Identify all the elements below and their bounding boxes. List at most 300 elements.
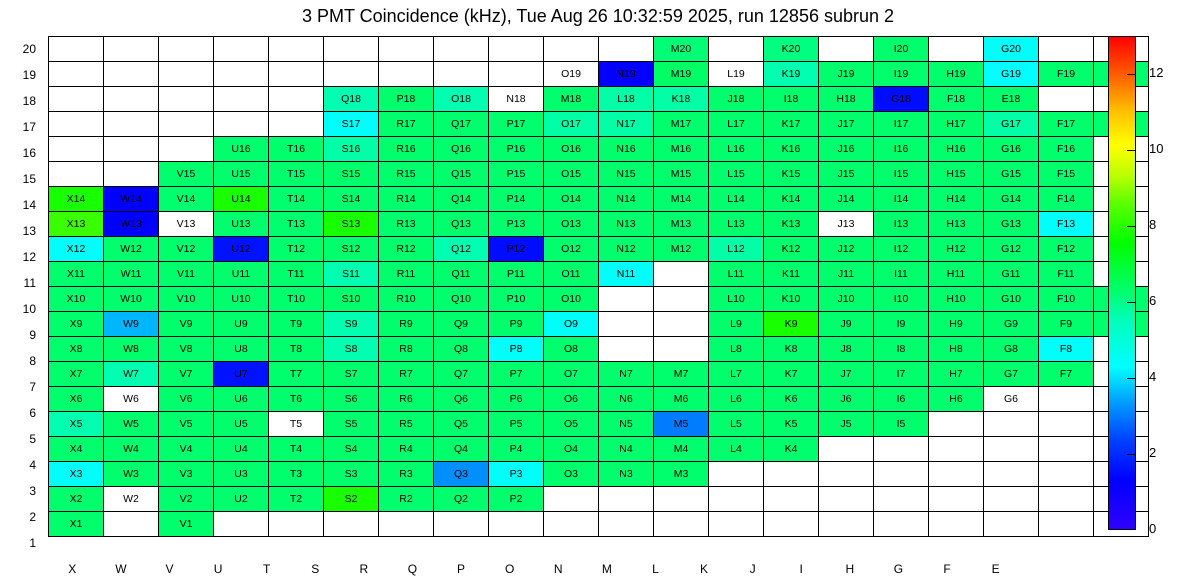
heatmap-cell[interactable] xyxy=(214,87,269,112)
heatmap-cell[interactable]: N11 xyxy=(599,262,654,287)
heatmap-cell[interactable]: I18 xyxy=(764,87,819,112)
heatmap-cell[interactable]: I7 xyxy=(874,362,929,387)
heatmap-cell[interactable] xyxy=(379,37,434,62)
heatmap-cell[interactable] xyxy=(49,162,104,187)
heatmap-cell[interactable]: K17 xyxy=(764,112,819,137)
heatmap-cell[interactable]: G11 xyxy=(984,262,1039,287)
heatmap-cell[interactable]: L8 xyxy=(709,337,764,362)
heatmap-cell[interactable]: X3 xyxy=(49,462,104,487)
heatmap-cell[interactable]: P7 xyxy=(489,362,544,387)
heatmap-cell[interactable] xyxy=(324,37,379,62)
heatmap-cell[interactable]: T5 xyxy=(269,412,324,437)
heatmap-cell[interactable]: I6 xyxy=(874,387,929,412)
heatmap-cell[interactable] xyxy=(269,62,324,87)
heatmap-cell[interactable]: S15 xyxy=(324,162,379,187)
heatmap-cell[interactable]: K19 xyxy=(764,62,819,87)
heatmap-cell[interactable]: I8 xyxy=(874,337,929,362)
heatmap-cell[interactable]: M4 xyxy=(654,437,709,462)
heatmap-cell[interactable]: O3 xyxy=(544,462,599,487)
heatmap-cell[interactable]: G9 xyxy=(984,312,1039,337)
heatmap-cell[interactable]: P8 xyxy=(489,337,544,362)
heatmap-cell[interactable]: T9 xyxy=(269,312,324,337)
heatmap-cell[interactable] xyxy=(654,512,709,537)
heatmap-cell[interactable]: J19 xyxy=(819,62,874,87)
heatmap-cell[interactable]: H10 xyxy=(929,287,984,312)
heatmap-cell[interactable]: W3 xyxy=(104,462,159,487)
heatmap-cell[interactable] xyxy=(764,462,819,487)
heatmap-cell[interactable]: G14 xyxy=(984,187,1039,212)
heatmap-cell[interactable]: J7 xyxy=(819,362,874,387)
heatmap-cell[interactable]: G10 xyxy=(984,287,1039,312)
heatmap-cell[interactable]: H11 xyxy=(929,262,984,287)
heatmap-cell[interactable]: F16 xyxy=(1039,137,1094,162)
heatmap-cell[interactable]: T14 xyxy=(269,187,324,212)
heatmap-cell[interactable]: O13 xyxy=(544,212,599,237)
heatmap-cell[interactable]: F12 xyxy=(1039,237,1094,262)
heatmap-cell[interactable]: R9 xyxy=(379,312,434,337)
heatmap-cell[interactable]: W13 xyxy=(104,212,159,237)
heatmap-cell[interactable]: U14 xyxy=(214,187,269,212)
heatmap-cell[interactable]: V7 xyxy=(159,362,214,387)
heatmap-cell[interactable]: R12 xyxy=(379,237,434,262)
heatmap-cell[interactable]: H7 xyxy=(929,362,984,387)
heatmap-cell[interactable]: I13 xyxy=(874,212,929,237)
heatmap-cell[interactable]: L4 xyxy=(709,437,764,462)
heatmap-cell[interactable]: N7 xyxy=(599,362,654,387)
heatmap-cell[interactable]: T2 xyxy=(269,487,324,512)
heatmap-cell[interactable]: O11 xyxy=(544,262,599,287)
heatmap-cell[interactable]: Q9 xyxy=(434,312,489,337)
heatmap-cell[interactable]: N17 xyxy=(599,112,654,137)
heatmap-cell[interactable] xyxy=(489,512,544,537)
heatmap-cell[interactable]: F11 xyxy=(1039,262,1094,287)
heatmap-cell[interactable]: U12 xyxy=(214,237,269,262)
heatmap-cell[interactable] xyxy=(1039,437,1094,462)
heatmap-cell[interactable] xyxy=(269,87,324,112)
heatmap-cell[interactable] xyxy=(819,437,874,462)
heatmap-cell[interactable] xyxy=(654,487,709,512)
heatmap-cell[interactable]: V10 xyxy=(159,287,214,312)
heatmap-cell[interactable]: K13 xyxy=(764,212,819,237)
heatmap-cell[interactable] xyxy=(819,37,874,62)
heatmap-cell[interactable]: F19 xyxy=(1039,62,1094,87)
heatmap-cell[interactable]: I16 xyxy=(874,137,929,162)
heatmap-cell[interactable]: H6 xyxy=(929,387,984,412)
heatmap-cell[interactable]: O10 xyxy=(544,287,599,312)
heatmap-cell[interactable]: R14 xyxy=(379,187,434,212)
heatmap-cell[interactable]: P13 xyxy=(489,212,544,237)
heatmap-cell[interactable]: O9 xyxy=(544,312,599,337)
heatmap-cell[interactable]: K5 xyxy=(764,412,819,437)
heatmap-cell[interactable]: O7 xyxy=(544,362,599,387)
heatmap-cell[interactable] xyxy=(434,62,489,87)
heatmap-cell[interactable] xyxy=(1039,37,1094,62)
heatmap-cell[interactable]: P5 xyxy=(489,412,544,437)
heatmap-cell[interactable]: Q8 xyxy=(434,337,489,362)
heatmap-cell[interactable] xyxy=(544,487,599,512)
heatmap-cell[interactable]: K16 xyxy=(764,137,819,162)
heatmap-cell[interactable]: G20 xyxy=(984,37,1039,62)
heatmap-cell[interactable]: G13 xyxy=(984,212,1039,237)
heatmap-cell[interactable]: T15 xyxy=(269,162,324,187)
heatmap-cell[interactable]: G7 xyxy=(984,362,1039,387)
heatmap-cell[interactable]: X8 xyxy=(49,337,104,362)
heatmap-cell[interactable]: O5 xyxy=(544,412,599,437)
heatmap-cell[interactable]: U11 xyxy=(214,262,269,287)
heatmap-cell[interactable]: L10 xyxy=(709,287,764,312)
heatmap-cell[interactable]: G12 xyxy=(984,237,1039,262)
heatmap-cell[interactable]: H13 xyxy=(929,212,984,237)
heatmap-cell[interactable]: U3 xyxy=(214,462,269,487)
heatmap-cell[interactable]: W10 xyxy=(104,287,159,312)
heatmap-cell[interactable]: O6 xyxy=(544,387,599,412)
heatmap-cell[interactable]: P9 xyxy=(489,312,544,337)
heatmap-cell[interactable]: V3 xyxy=(159,462,214,487)
heatmap-cell[interactable]: G15 xyxy=(984,162,1039,187)
heatmap-cell[interactable]: S9 xyxy=(324,312,379,337)
heatmap-cell[interactable] xyxy=(874,462,929,487)
heatmap-cell[interactable]: Q16 xyxy=(434,137,489,162)
heatmap-cell[interactable] xyxy=(49,137,104,162)
heatmap-cell[interactable] xyxy=(599,337,654,362)
heatmap-cell[interactable]: X1 xyxy=(49,512,104,537)
heatmap-cell[interactable]: H15 xyxy=(929,162,984,187)
heatmap-cell[interactable] xyxy=(599,287,654,312)
heatmap-cell[interactable] xyxy=(434,37,489,62)
heatmap-cell[interactable]: P3 xyxy=(489,462,544,487)
heatmap-cell[interactable]: N3 xyxy=(599,462,654,487)
heatmap-cell[interactable]: U8 xyxy=(214,337,269,362)
heatmap-cell[interactable]: H14 xyxy=(929,187,984,212)
heatmap-cell[interactable]: U16 xyxy=(214,137,269,162)
heatmap-cell[interactable]: S17 xyxy=(324,112,379,137)
heatmap-cell[interactable]: X2 xyxy=(49,487,104,512)
heatmap-cell[interactable]: F18 xyxy=(929,87,984,112)
heatmap-cell[interactable]: L17 xyxy=(709,112,764,137)
heatmap-cell[interactable] xyxy=(104,87,159,112)
heatmap-cell[interactable]: S10 xyxy=(324,287,379,312)
heatmap-cell[interactable] xyxy=(709,37,764,62)
heatmap-cell[interactable]: K14 xyxy=(764,187,819,212)
heatmap-cell[interactable]: R4 xyxy=(379,437,434,462)
heatmap-cell[interactable]: O18 xyxy=(434,87,489,112)
heatmap-cell[interactable] xyxy=(1039,487,1094,512)
heatmap-cell[interactable]: F13 xyxy=(1039,212,1094,237)
heatmap-cell[interactable] xyxy=(489,62,544,87)
heatmap-cell[interactable]: R11 xyxy=(379,262,434,287)
heatmap-cell[interactable]: R8 xyxy=(379,337,434,362)
heatmap-cell[interactable]: Q10 xyxy=(434,287,489,312)
heatmap-cell[interactable]: L5 xyxy=(709,412,764,437)
heatmap-cell[interactable]: P4 xyxy=(489,437,544,462)
heatmap-cell[interactable]: J10 xyxy=(819,287,874,312)
heatmap-cell[interactable]: M7 xyxy=(654,362,709,387)
heatmap-cell[interactable]: I20 xyxy=(874,37,929,62)
heatmap-cell[interactable] xyxy=(379,62,434,87)
heatmap-cell[interactable]: O15 xyxy=(544,162,599,187)
heatmap-cell[interactable]: J13 xyxy=(819,212,874,237)
heatmap-cell[interactable]: U13 xyxy=(214,212,269,237)
heatmap-cell[interactable]: L11 xyxy=(709,262,764,287)
heatmap-cell[interactable]: N14 xyxy=(599,187,654,212)
heatmap-cell[interactable]: S16 xyxy=(324,137,379,162)
heatmap-cell[interactable]: G19 xyxy=(984,62,1039,87)
heatmap-cell[interactable]: Q7 xyxy=(434,362,489,387)
heatmap-cell[interactable]: J14 xyxy=(819,187,874,212)
heatmap-cell[interactable]: M18 xyxy=(544,87,599,112)
heatmap-cell[interactable]: M16 xyxy=(654,137,709,162)
heatmap-cell[interactable]: T13 xyxy=(269,212,324,237)
heatmap-cell[interactable]: Q18 xyxy=(324,87,379,112)
heatmap-cell[interactable]: I9 xyxy=(874,312,929,337)
heatmap-cell[interactable] xyxy=(929,462,984,487)
heatmap-cell[interactable]: U7 xyxy=(214,362,269,387)
heatmap-cell[interactable]: X12 xyxy=(49,237,104,262)
heatmap-cell[interactable] xyxy=(819,462,874,487)
heatmap-cell[interactable]: W11 xyxy=(104,262,159,287)
heatmap-cell[interactable]: K6 xyxy=(764,387,819,412)
heatmap-cell[interactable]: H16 xyxy=(929,137,984,162)
heatmap-cell[interactable]: W7 xyxy=(104,362,159,387)
heatmap-cell[interactable]: Q12 xyxy=(434,237,489,262)
heatmap-cell[interactable] xyxy=(874,437,929,462)
heatmap-cell[interactable] xyxy=(269,512,324,537)
heatmap-cell[interactable]: I10 xyxy=(874,287,929,312)
heatmap-cell[interactable]: K18 xyxy=(654,87,709,112)
heatmap-cell[interactable] xyxy=(984,437,1039,462)
heatmap-cell[interactable]: M14 xyxy=(654,187,709,212)
heatmap-cell[interactable]: F7 xyxy=(1039,362,1094,387)
heatmap-cell[interactable]: W8 xyxy=(104,337,159,362)
heatmap-cell[interactable] xyxy=(159,87,214,112)
heatmap-cell[interactable] xyxy=(159,112,214,137)
heatmap-cell[interactable]: L18 xyxy=(599,87,654,112)
heatmap-cell[interactable] xyxy=(544,37,599,62)
heatmap-cell[interactable] xyxy=(104,37,159,62)
heatmap-cell[interactable]: U6 xyxy=(214,387,269,412)
heatmap-cell[interactable]: O14 xyxy=(544,187,599,212)
heatmap-cell[interactable]: R16 xyxy=(379,137,434,162)
heatmap-cell[interactable]: R7 xyxy=(379,362,434,387)
heatmap-cell[interactable]: L19 xyxy=(709,62,764,87)
heatmap-cell[interactable]: L6 xyxy=(709,387,764,412)
heatmap-cell[interactable]: K9 xyxy=(764,312,819,337)
heatmap-cell[interactable]: Q17 xyxy=(434,112,489,137)
heatmap-cell[interactable]: K7 xyxy=(764,362,819,387)
heatmap-cell[interactable]: F8 xyxy=(1039,337,1094,362)
heatmap-cell[interactable] xyxy=(599,512,654,537)
heatmap-cell[interactable] xyxy=(984,412,1039,437)
heatmap-cell[interactable]: P10 xyxy=(489,287,544,312)
heatmap-cell[interactable]: I19 xyxy=(874,62,929,87)
heatmap-cell[interactable]: X10 xyxy=(49,287,104,312)
heatmap-cell[interactable]: O19 xyxy=(544,62,599,87)
heatmap-cell[interactable]: R10 xyxy=(379,287,434,312)
heatmap-cell[interactable]: J9 xyxy=(819,312,874,337)
heatmap-cell[interactable] xyxy=(709,462,764,487)
heatmap-cell[interactable]: F17 xyxy=(1039,112,1094,137)
heatmap-cell[interactable]: S13 xyxy=(324,212,379,237)
heatmap-cell[interactable] xyxy=(599,487,654,512)
heatmap-cell[interactable]: L15 xyxy=(709,162,764,187)
heatmap-cell[interactable]: P12 xyxy=(489,237,544,262)
heatmap-cell[interactable]: T6 xyxy=(269,387,324,412)
heatmap-cell[interactable] xyxy=(599,312,654,337)
heatmap-cell[interactable] xyxy=(764,487,819,512)
heatmap-cell[interactable]: I14 xyxy=(874,187,929,212)
heatmap-cell[interactable]: N13 xyxy=(599,212,654,237)
heatmap-cell[interactable]: J18 xyxy=(709,87,764,112)
heatmap-cell[interactable]: X7 xyxy=(49,362,104,387)
heatmap-cell[interactable]: G17 xyxy=(984,112,1039,137)
heatmap-cell[interactable]: J15 xyxy=(819,162,874,187)
heatmap-cell[interactable]: V12 xyxy=(159,237,214,262)
heatmap-cell[interactable]: S12 xyxy=(324,237,379,262)
heatmap-cell[interactable]: K8 xyxy=(764,337,819,362)
heatmap-cell[interactable]: V9 xyxy=(159,312,214,337)
heatmap-cell[interactable]: R15 xyxy=(379,162,434,187)
heatmap-cell[interactable]: M13 xyxy=(654,212,709,237)
heatmap-cell[interactable]: H18 xyxy=(819,87,874,112)
heatmap-cell[interactable]: O8 xyxy=(544,337,599,362)
heatmap-cell[interactable]: W14 xyxy=(104,187,159,212)
heatmap-cell[interactable] xyxy=(819,487,874,512)
heatmap-cell[interactable]: J6 xyxy=(819,387,874,412)
heatmap-cell[interactable] xyxy=(49,62,104,87)
heatmap-cell[interactable]: P2 xyxy=(489,487,544,512)
heatmap-cell[interactable]: P18 xyxy=(379,87,434,112)
heatmap-cell[interactable] xyxy=(984,512,1039,537)
heatmap-cell[interactable]: U2 xyxy=(214,487,269,512)
heatmap-cell[interactable]: M20 xyxy=(654,37,709,62)
heatmap-cell[interactable]: X11 xyxy=(49,262,104,287)
heatmap-cell[interactable]: W4 xyxy=(104,437,159,462)
heatmap-cell[interactable]: X14 xyxy=(49,187,104,212)
heatmap-cell[interactable]: X13 xyxy=(49,212,104,237)
heatmap-cell[interactable] xyxy=(1039,462,1094,487)
heatmap-cell[interactable]: Q3 xyxy=(434,462,489,487)
heatmap-cell[interactable] xyxy=(599,37,654,62)
heatmap-cell[interactable]: F9 xyxy=(1039,312,1094,337)
heatmap-cell[interactable]: K12 xyxy=(764,237,819,262)
heatmap-cell[interactable]: S4 xyxy=(324,437,379,462)
heatmap-cell[interactable] xyxy=(214,112,269,137)
heatmap-cell[interactable]: V4 xyxy=(159,437,214,462)
heatmap-cell[interactable]: K11 xyxy=(764,262,819,287)
heatmap-cell[interactable]: S5 xyxy=(324,412,379,437)
heatmap-cell[interactable] xyxy=(214,512,269,537)
heatmap-cell[interactable]: H8 xyxy=(929,337,984,362)
heatmap-cell[interactable]: E18 xyxy=(984,87,1039,112)
heatmap-cell[interactable]: L16 xyxy=(709,137,764,162)
heatmap-cell[interactable]: N5 xyxy=(599,412,654,437)
heatmap-cell[interactable]: S3 xyxy=(324,462,379,487)
heatmap-cell[interactable]: V8 xyxy=(159,337,214,362)
heatmap-cell[interactable]: Q11 xyxy=(434,262,489,287)
heatmap-cell[interactable]: N16 xyxy=(599,137,654,162)
heatmap-cell[interactable]: G6 xyxy=(984,387,1039,412)
heatmap-cell[interactable] xyxy=(874,487,929,512)
heatmap-cell[interactable]: L13 xyxy=(709,212,764,237)
heatmap-cell[interactable]: S2 xyxy=(324,487,379,512)
heatmap-cell[interactable]: T10 xyxy=(269,287,324,312)
heatmap-cell[interactable]: M5 xyxy=(654,412,709,437)
heatmap-cell[interactable] xyxy=(159,37,214,62)
heatmap-cell[interactable]: M15 xyxy=(654,162,709,187)
heatmap-cell[interactable]: G16 xyxy=(984,137,1039,162)
heatmap-cell[interactable]: V2 xyxy=(159,487,214,512)
heatmap-cell[interactable] xyxy=(1039,87,1094,112)
heatmap-cell[interactable]: I12 xyxy=(874,237,929,262)
heatmap-cell[interactable]: V11 xyxy=(159,262,214,287)
heatmap-cell[interactable]: X5 xyxy=(49,412,104,437)
heatmap-cell[interactable]: M6 xyxy=(654,387,709,412)
heatmap-cell[interactable]: X9 xyxy=(49,312,104,337)
heatmap-cell[interactable] xyxy=(379,512,434,537)
heatmap-cell[interactable]: U9 xyxy=(214,312,269,337)
heatmap-cell[interactable]: H9 xyxy=(929,312,984,337)
heatmap-cell[interactable]: Q6 xyxy=(434,387,489,412)
heatmap-cell[interactable] xyxy=(49,37,104,62)
heatmap-cell[interactable] xyxy=(104,137,159,162)
heatmap-cell[interactable] xyxy=(324,62,379,87)
heatmap-cell[interactable]: K4 xyxy=(764,437,819,462)
heatmap-cell[interactable]: W12 xyxy=(104,237,159,262)
heatmap-cell[interactable] xyxy=(1039,512,1094,537)
heatmap-cell[interactable]: U15 xyxy=(214,162,269,187)
heatmap-cell[interactable]: M17 xyxy=(654,112,709,137)
heatmap-cell[interactable]: G8 xyxy=(984,337,1039,362)
heatmap-cell[interactable] xyxy=(654,337,709,362)
heatmap-cell[interactable]: W6 xyxy=(104,387,159,412)
heatmap-cell[interactable]: W5 xyxy=(104,412,159,437)
heatmap-cell[interactable]: G18 xyxy=(874,87,929,112)
heatmap-cell[interactable]: L7 xyxy=(709,362,764,387)
heatmap-cell[interactable]: L14 xyxy=(709,187,764,212)
heatmap-cell[interactable]: V5 xyxy=(159,412,214,437)
heatmap-cell[interactable]: N18 xyxy=(489,87,544,112)
heatmap-cell[interactable]: K10 xyxy=(764,287,819,312)
heatmap-cell[interactable] xyxy=(929,412,984,437)
heatmap-cell[interactable]: J8 xyxy=(819,337,874,362)
heatmap-cell[interactable]: H19 xyxy=(929,62,984,87)
heatmap-cell[interactable] xyxy=(104,112,159,137)
heatmap-cell[interactable]: R6 xyxy=(379,387,434,412)
heatmap-cell[interactable]: K20 xyxy=(764,37,819,62)
heatmap-cell[interactable]: N15 xyxy=(599,162,654,187)
heatmap-cell[interactable] xyxy=(269,37,324,62)
heatmap-cell[interactable]: S6 xyxy=(324,387,379,412)
heatmap-cell[interactable]: U10 xyxy=(214,287,269,312)
heatmap-cell[interactable]: T16 xyxy=(269,137,324,162)
heatmap-cell[interactable]: T12 xyxy=(269,237,324,262)
heatmap-cell[interactable]: V1 xyxy=(159,512,214,537)
heatmap-cell[interactable] xyxy=(709,512,764,537)
heatmap-cell[interactable]: R13 xyxy=(379,212,434,237)
heatmap-cell[interactable]: J12 xyxy=(819,237,874,262)
heatmap-cell[interactable]: R2 xyxy=(379,487,434,512)
heatmap-cell[interactable]: N19 xyxy=(599,62,654,87)
heatmap-cell[interactable] xyxy=(159,62,214,87)
heatmap-cell[interactable]: F14 xyxy=(1039,187,1094,212)
heatmap-cell[interactable]: S11 xyxy=(324,262,379,287)
heatmap-cell[interactable] xyxy=(214,37,269,62)
heatmap-cell[interactable]: N12 xyxy=(599,237,654,262)
heatmap-cell[interactable]: T11 xyxy=(269,262,324,287)
heatmap-cell[interactable] xyxy=(489,37,544,62)
heatmap-cell[interactable] xyxy=(214,62,269,87)
heatmap-cell[interactable]: O12 xyxy=(544,237,599,262)
